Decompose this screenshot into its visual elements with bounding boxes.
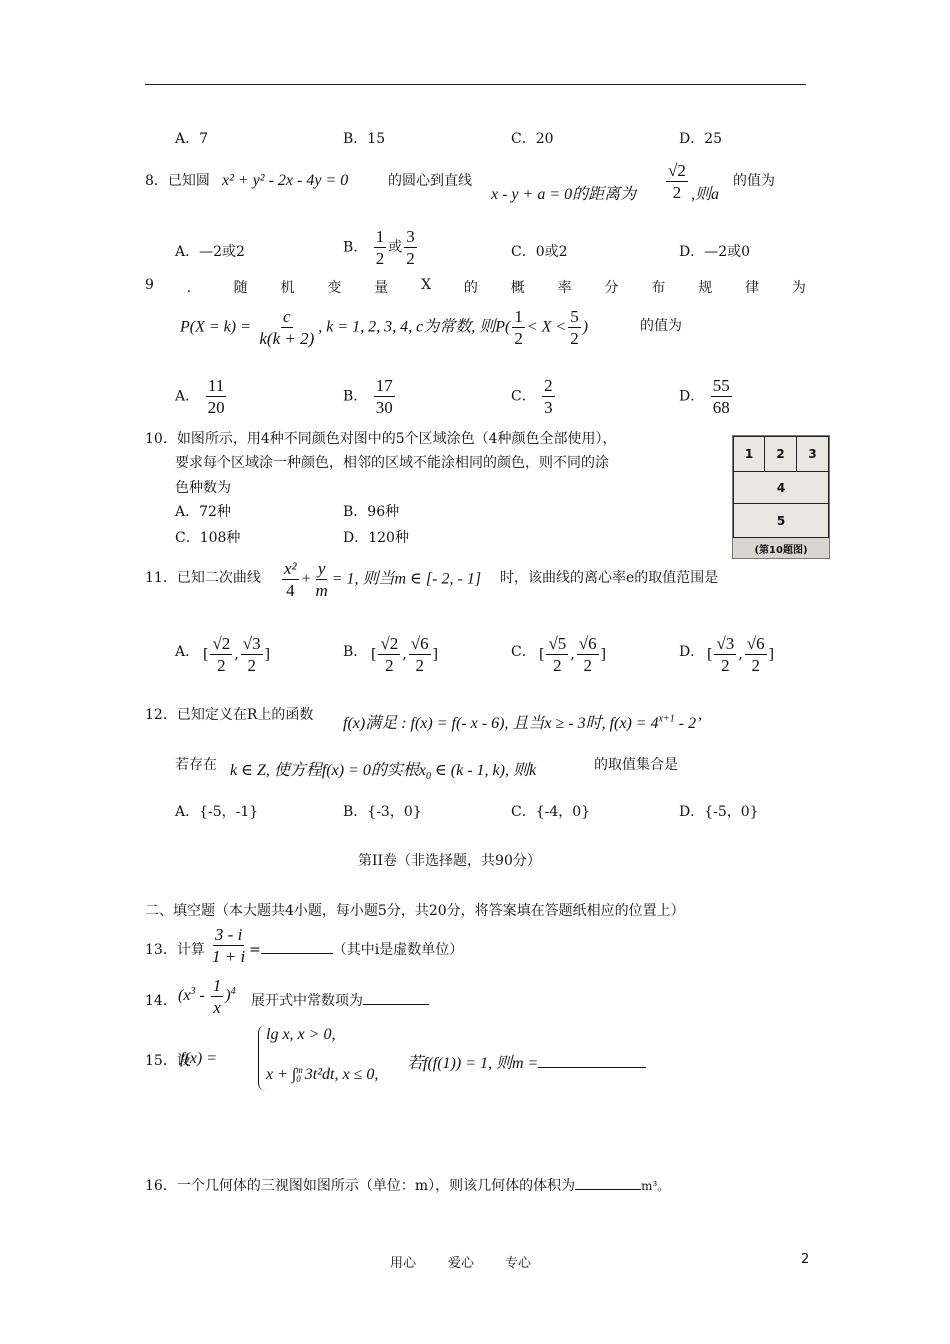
q8-then: ,则a bbox=[691, 186, 720, 203]
section2-title: 第II卷（非选择题，共90分） bbox=[358, 853, 541, 869]
frac-num: 1 bbox=[212, 976, 222, 995]
bracket: ] bbox=[600, 646, 607, 663]
frac-den: 68 bbox=[712, 398, 730, 417]
option-interval bbox=[539, 635, 606, 674]
q11-equation bbox=[280, 560, 481, 599]
q12-option-d: D．{-5，0} bbox=[679, 804, 759, 820]
frac-den: 2 bbox=[570, 329, 579, 348]
exponent: 3 bbox=[190, 985, 196, 997]
option-interval bbox=[203, 635, 270, 674]
frac-den: 20 bbox=[207, 398, 225, 417]
q12-prefix: 12．已知定义在R上的函数 bbox=[145, 707, 314, 723]
q10-line3: 色种数为 bbox=[175, 480, 231, 496]
option-label: B． bbox=[343, 239, 368, 256]
frac-den: 3 bbox=[544, 398, 553, 417]
q9-option-a bbox=[175, 377, 229, 416]
bracket: [ bbox=[371, 646, 377, 663]
q14-suffix-line bbox=[251, 990, 429, 1010]
q12-line2-prefix: 若存在 bbox=[175, 757, 217, 773]
option-label: C． bbox=[511, 388, 536, 405]
q9-spread-char: 机 bbox=[280, 280, 295, 296]
q11-mid: = 1, 则当m ∈ [- 2, - 1] bbox=[331, 570, 482, 588]
footer-mid: 爱心 bbox=[448, 1256, 475, 1271]
frac-den: 2 bbox=[247, 656, 256, 675]
q8-frac-num: √2 bbox=[668, 161, 686, 180]
q10-line2: 要求每个区域涂一种颜色，相邻的区域不能涂相同的颜色，则不同的涂 bbox=[175, 455, 609, 471]
bracket: [ bbox=[707, 646, 713, 663]
footer-right: 专心 bbox=[505, 1256, 532, 1271]
region-1: 1 bbox=[733, 436, 765, 472]
q15-then-text: 若f(f(1)) = 1, 则m = bbox=[407, 1055, 539, 1072]
bracket: ] bbox=[432, 646, 439, 663]
q9-spread-char: 布 bbox=[651, 280, 666, 296]
option-interval bbox=[707, 635, 774, 674]
q13-suffix: （其中i是虚数单位） bbox=[332, 942, 464, 958]
q15-f: f(x) = bbox=[180, 1050, 217, 1067]
option-label: D． bbox=[679, 644, 705, 660]
q15-case2a: x + ∫ bbox=[266, 1066, 297, 1083]
q10-option-b: B．96种 bbox=[343, 504, 400, 520]
q12-condition bbox=[343, 710, 701, 733]
q9-spread-char: 概 bbox=[510, 280, 525, 296]
q9-spread-char: 量 bbox=[374, 280, 389, 296]
q7-option-a: A．7 bbox=[175, 131, 209, 147]
comma: , bbox=[570, 646, 575, 663]
q9-option-b bbox=[343, 377, 397, 416]
frac-den: 2 bbox=[415, 656, 424, 675]
frac-den: 2 bbox=[514, 329, 523, 348]
q9-spread-char: 随 bbox=[233, 280, 248, 296]
bracket: ] bbox=[264, 646, 271, 663]
region-3: 3 bbox=[796, 436, 829, 472]
option-interval bbox=[371, 635, 438, 674]
frac-num: 11 bbox=[207, 376, 225, 395]
q8-option-d: D．—2或0 bbox=[679, 244, 751, 260]
q14-suffix: 展开式中常数项为 bbox=[251, 993, 363, 1009]
q9-spread-char: 规 bbox=[698, 280, 713, 296]
frac-num: y bbox=[317, 559, 326, 578]
header-rule bbox=[145, 84, 806, 85]
q9-close: ) bbox=[582, 318, 589, 336]
frac-num: √3 bbox=[242, 634, 261, 653]
fill-in-header: 二、填空题（本大题共4小题，每小题5分，共20分，将答案填在答题纸相应的位置上） bbox=[145, 903, 685, 919]
q9-spread-char: 为 bbox=[791, 280, 806, 296]
q7-option-d: D．25 bbox=[679, 131, 723, 147]
q12-option-a: A．{-5，-1} bbox=[175, 804, 259, 820]
q10-region-figure bbox=[732, 435, 830, 559]
frac-den: 2 bbox=[385, 656, 394, 675]
q13-answer bbox=[249, 939, 463, 959]
q13-fraction bbox=[208, 926, 249, 965]
q9-spread-char: 率 bbox=[557, 280, 572, 296]
q12-line2-math bbox=[230, 757, 536, 782]
comma: , bbox=[234, 646, 239, 663]
frac-den: m bbox=[315, 581, 328, 600]
or-text: 或 bbox=[388, 239, 403, 256]
q8-prefix: 8．已知圆 bbox=[145, 173, 210, 189]
frac-num: √6 bbox=[746, 634, 765, 653]
q8-option-c: C．0或2 bbox=[511, 244, 568, 260]
q10-option-d: D．120种 bbox=[343, 530, 409, 546]
plus-sign: + bbox=[300, 570, 312, 588]
frac-den: 2 bbox=[751, 656, 760, 675]
bracket: [ bbox=[203, 646, 209, 663]
q9-spread-char: X bbox=[421, 277, 432, 293]
option-label: D． bbox=[679, 388, 705, 405]
frac-num: √2 bbox=[212, 634, 231, 653]
page-number: 2 bbox=[801, 1252, 810, 1267]
q9-spread-char: 律 bbox=[745, 280, 760, 296]
figure-caption: (第10题图) bbox=[754, 545, 808, 556]
subscript: 0 bbox=[425, 771, 431, 783]
q9-mid: , k = 1, 2, 3, 4, c为常数, 则P( bbox=[318, 318, 511, 336]
option-label: A． bbox=[175, 388, 200, 405]
q9-spread-line bbox=[145, 277, 806, 297]
q15-prefix: 15．设 bbox=[145, 1053, 191, 1069]
frac-num: 17 bbox=[375, 376, 393, 395]
frac-num: 1 bbox=[375, 227, 385, 246]
q14-close: ) bbox=[225, 987, 231, 1005]
q15-case2b: 3t²dt, x ≤ 0, bbox=[304, 1066, 379, 1083]
frac-den: k(k + 2) bbox=[259, 329, 315, 348]
equals-sign: = bbox=[249, 942, 261, 958]
q15-case2 bbox=[266, 1066, 378, 1084]
frac-num: 3 bbox=[406, 227, 415, 246]
q9-option-c bbox=[511, 377, 557, 416]
q9-option-d bbox=[679, 377, 734, 416]
q9-spread-char: 9 bbox=[145, 277, 154, 293]
option-label: B． bbox=[343, 644, 368, 660]
upper-limit: m bbox=[296, 1065, 303, 1076]
q9-lhs: P(X = k) = bbox=[180, 318, 251, 336]
answer-blank bbox=[261, 953, 333, 954]
frac-den: 2 bbox=[583, 656, 592, 675]
q15-case1: lg x, x > 0, bbox=[266, 1026, 336, 1043]
frac-num: 55 bbox=[712, 376, 730, 395]
bracket: ] bbox=[768, 646, 775, 663]
frac-num: √2 bbox=[380, 634, 399, 653]
region-5: 5 bbox=[733, 503, 829, 538]
minus-sign: - bbox=[195, 987, 209, 1005]
comma: , bbox=[402, 646, 407, 663]
q8-mid-text: 的圆心到直线 bbox=[388, 173, 472, 189]
q16-unit: m³。 bbox=[641, 1179, 670, 1193]
q16-text: 16．一个几何体的三视图如图所示（单位：m），则该几何体的体积为 bbox=[145, 1178, 576, 1194]
q8-option-a: A．—2或2 bbox=[175, 244, 245, 260]
q8-distance-fraction bbox=[664, 162, 690, 201]
q9-spread-char: 的 bbox=[463, 280, 478, 296]
frac-num: √5 bbox=[548, 634, 567, 653]
q9-spread-char: ． bbox=[186, 280, 201, 296]
q12-tail: - 2’ bbox=[674, 715, 702, 732]
answer-blank bbox=[538, 1067, 646, 1068]
frac-den: 2 bbox=[553, 656, 562, 675]
option-label: B． bbox=[343, 388, 368, 405]
q9-ineq: < X < bbox=[526, 318, 567, 336]
option-label: A． bbox=[175, 644, 200, 660]
q12-math-text2: ∈ (k - 1, k), 则k bbox=[430, 762, 537, 779]
frac-num: c bbox=[283, 307, 291, 326]
q9-spread-char: 变 bbox=[327, 280, 342, 296]
q10-line1: 10．如图所示，用4种不同颜色对图中的5个区域涂色（4种颜色全部使用）， bbox=[145, 431, 617, 447]
q8-frac-den: 2 bbox=[672, 183, 682, 202]
frac-den: 30 bbox=[375, 398, 393, 417]
q8-suffix: 的值为 bbox=[733, 173, 775, 189]
q14-prefix: 14． bbox=[145, 993, 177, 1009]
frac-den: 2 bbox=[406, 249, 415, 268]
q15-then bbox=[407, 1050, 646, 1073]
comma: , bbox=[738, 646, 743, 663]
q11-suffix: 时，该曲线的离心率e的取值范围是 bbox=[500, 570, 719, 586]
frac-num: √6 bbox=[578, 634, 597, 653]
frac-num: 2 bbox=[544, 376, 553, 395]
q7-option-c: C．20 bbox=[511, 131, 554, 147]
q12-math-text: k ∈ Z, 使方程f(x) = 0的实根x bbox=[230, 762, 426, 779]
frac-den: 1 + i bbox=[212, 947, 246, 966]
q8-circle-equation: x² + y² - 2x - 4y = 0 bbox=[222, 172, 349, 189]
bracket: [ bbox=[539, 646, 545, 663]
frac-den: x bbox=[213, 998, 221, 1017]
frac-num: 5 bbox=[570, 307, 579, 326]
frac-num: 3 - i bbox=[214, 925, 243, 944]
option-label: C． bbox=[511, 644, 536, 660]
answer-blank bbox=[575, 1189, 641, 1190]
lower-limit: 0 bbox=[296, 1074, 301, 1085]
exponent: 4 bbox=[230, 985, 236, 997]
q8-line-equation: x - y + a = 0的距离为 bbox=[491, 186, 637, 203]
frac-den: 4 bbox=[286, 581, 295, 600]
q7-option-b: B．15 bbox=[343, 131, 386, 147]
exponent: x+1 bbox=[658, 713, 675, 725]
q9-suffix: 的值为 bbox=[640, 318, 682, 334]
answer-blank bbox=[363, 1004, 429, 1005]
q12-cond-text: f(x)满足 : f(x) = f(- x - 6), 且当x ≥ - 3时, f(x) = 4 bbox=[343, 715, 659, 732]
footer-left: 用心 bbox=[390, 1256, 417, 1271]
frac-den: 2 bbox=[217, 656, 226, 675]
frac-num: x² bbox=[284, 559, 297, 578]
frac-num: 1 bbox=[514, 307, 523, 326]
q16-line bbox=[145, 1175, 669, 1195]
frac-den: 2 bbox=[375, 249, 385, 268]
q13-prefix: 13．计算 bbox=[145, 942, 205, 958]
q9-formula bbox=[180, 308, 588, 347]
q12-line2-suffix: 的取值集合是 bbox=[594, 757, 678, 773]
q14-open: (x bbox=[178, 987, 191, 1005]
q9-spread-char: 分 bbox=[604, 280, 619, 296]
q10-option-a: A．72种 bbox=[175, 504, 231, 520]
region-4: 4 bbox=[733, 471, 829, 504]
region-2: 2 bbox=[764, 436, 797, 472]
q14-expression bbox=[178, 977, 236, 1016]
q12-option-c: C．{-4，0} bbox=[511, 804, 591, 820]
q8-option-b bbox=[343, 228, 419, 267]
frac-den: 2 bbox=[721, 656, 730, 675]
q12-option-b: B．{-3，0} bbox=[343, 804, 422, 820]
frac-num: √6 bbox=[410, 634, 429, 653]
q11-prefix: 11．已知二次曲线 bbox=[145, 570, 261, 586]
frac-num: √3 bbox=[716, 634, 735, 653]
q10-option-c: C．108种 bbox=[175, 530, 241, 546]
